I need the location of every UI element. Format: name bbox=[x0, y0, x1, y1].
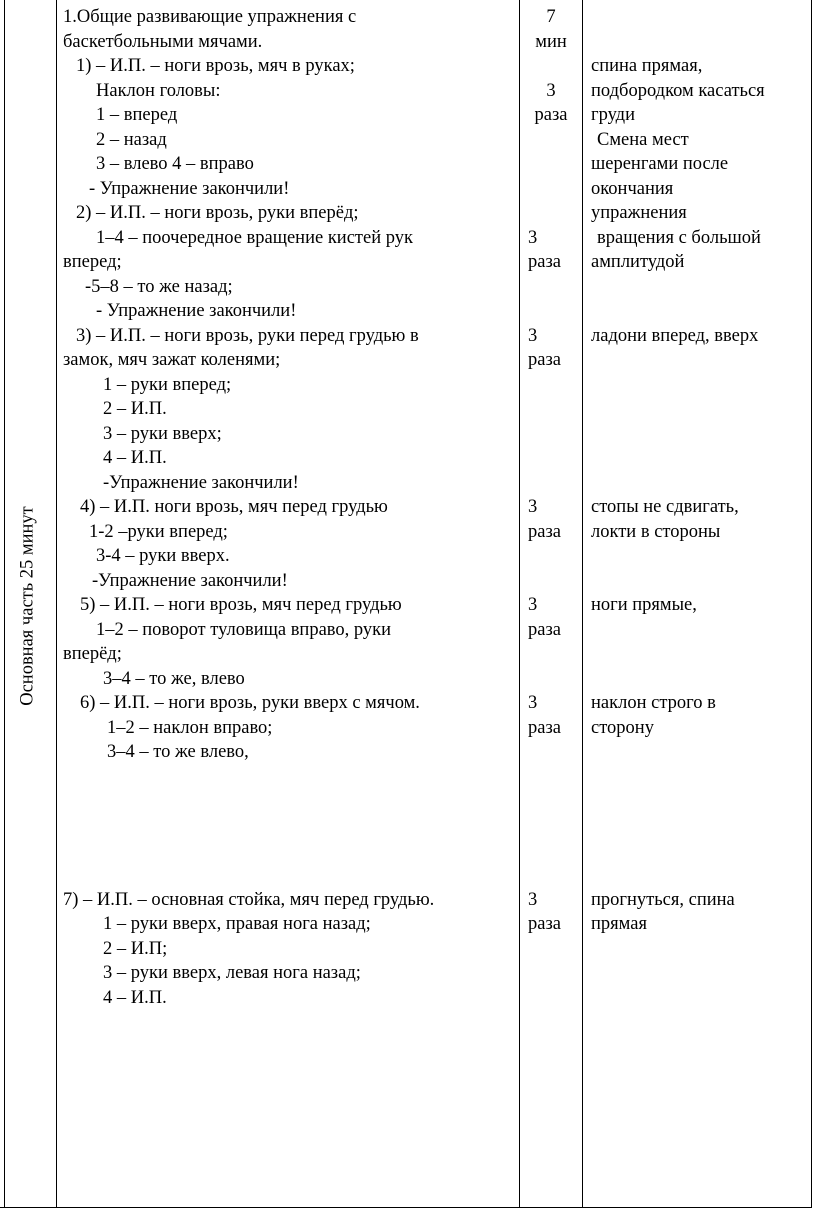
dosage-unit: раза bbox=[528, 914, 561, 934]
exercise-line: 3 – влево 4 – вправо bbox=[96, 154, 254, 174]
dosage-unit: раза bbox=[528, 620, 561, 640]
note-line: вращения с большой bbox=[597, 228, 761, 248]
note-line: спина прямая, bbox=[591, 56, 703, 76]
exercise-line: 2 – И.П; bbox=[103, 939, 168, 959]
note-line: подбородком касаться bbox=[591, 81, 765, 101]
dosage-unit: раза bbox=[528, 718, 561, 738]
exercise-line: 1 – руки вперед; bbox=[103, 375, 232, 395]
note-line: прогнуться, спина bbox=[591, 890, 735, 910]
note-line: ладони вперед, вверх bbox=[591, 326, 759, 346]
table-border-left bbox=[4, 0, 5, 1208]
column-divider bbox=[582, 0, 583, 1208]
exercise-line: - Упражнение закончили! bbox=[96, 301, 297, 321]
exercise-line: 5) – И.П. – ноги врозь, мяч перед грудью bbox=[80, 595, 402, 615]
exercise-line: 1) – И.П. – ноги врозь, мяч в руках; bbox=[76, 56, 355, 76]
exercise-line: 1 – руки вверх, правая нога назад; bbox=[103, 914, 371, 934]
exercise-line: замок, мяч зажат коленями; bbox=[63, 350, 281, 370]
exercise-line: 3 – руки вверх, левая нога назад; bbox=[103, 963, 361, 983]
exercise-line: -Упражнение закончили! bbox=[92, 571, 288, 591]
exercise-line: 3) – И.П. – ноги врозь, руки перед грудью в bbox=[76, 326, 419, 346]
note-line: шеренгами после bbox=[591, 154, 729, 174]
dosage-value: 3 bbox=[528, 595, 538, 615]
exercise-line: 1–2 – поворот туловища вправо, руки bbox=[96, 620, 392, 640]
dosage-unit: раза bbox=[534, 105, 568, 125]
exercise-line: - Упражнение закончили! bbox=[89, 179, 290, 199]
dosage-value: 3 bbox=[546, 81, 556, 101]
note-line: стопы не сдвигать, bbox=[591, 497, 739, 517]
exercise-line: 6) – И.П. – ноги врозь, руки вверх с мячом. bbox=[80, 693, 420, 713]
dosage-value: 3 bbox=[528, 693, 538, 713]
exercise-line: вперед; bbox=[63, 252, 122, 272]
dosage-unit: мин bbox=[535, 32, 567, 52]
note-line: амплитудой bbox=[591, 252, 685, 272]
note-line: упражнения bbox=[591, 203, 687, 223]
dosage-value: 3 bbox=[528, 228, 538, 248]
exercise-line: 4 – И.П. bbox=[103, 988, 167, 1008]
note-line: Смена мест bbox=[597, 130, 689, 150]
exercise-line: 3-4 – руки вверх. bbox=[96, 546, 230, 566]
exercise-line: -Упражнение закончили! bbox=[103, 473, 299, 493]
dosage-unit: раза bbox=[528, 252, 561, 272]
exercise-line: 3–4 – то же влево, bbox=[107, 742, 249, 762]
dosage-value: 7 bbox=[546, 7, 556, 27]
exercise-line: 1-2 –руки вперед; bbox=[89, 522, 228, 542]
exercise-line: Наклон головы: bbox=[96, 81, 221, 101]
note-line: локти в стороны bbox=[591, 522, 721, 542]
exercise-line: 3–4 – то же, влево bbox=[103, 669, 245, 689]
dosage-value: 3 bbox=[528, 497, 538, 517]
dosage-value: 3 bbox=[528, 890, 538, 910]
exercise-line: 1–2 – наклон вправо; bbox=[107, 718, 273, 738]
exercise-line: 3 – руки вверх; bbox=[103, 424, 222, 444]
exercise-line: -5–8 – то же назад; bbox=[85, 277, 233, 297]
exercise-line: 1 – вперед bbox=[96, 105, 178, 125]
table-border-right bbox=[811, 0, 812, 1208]
note-line: наклон строго в bbox=[591, 693, 716, 713]
exercise-line: 7) – И.П. – основная стойка, мяч перед грудью. bbox=[63, 890, 435, 910]
table-border-bottom bbox=[0, 1207, 812, 1208]
exercise-line: 2 – назад bbox=[96, 130, 167, 150]
exercise-line: 1–4 – поочередное вращение кистей рук bbox=[96, 228, 413, 248]
exercise-line: 4 – И.П. bbox=[103, 448, 167, 468]
exercise-line: 1.Общие развивающие упражнения с bbox=[63, 7, 357, 27]
note-line: груди bbox=[591, 105, 635, 125]
exercise-line: баскетбольными мячами. bbox=[63, 32, 263, 52]
dosage-value: 3 bbox=[528, 326, 538, 346]
note-line: прямая bbox=[591, 914, 647, 934]
exercise-line: 2 – И.П. bbox=[103, 399, 167, 419]
note-line: сторону bbox=[591, 718, 654, 738]
exercise-line: вперёд; bbox=[63, 644, 122, 664]
section-label: Основная часть 25 минут bbox=[17, 506, 38, 706]
column-divider bbox=[519, 0, 520, 1208]
dosage-unit: раза bbox=[528, 522, 561, 542]
column-divider bbox=[56, 0, 57, 1208]
note-line: окончания bbox=[591, 179, 674, 199]
dosage-unit: раза bbox=[528, 350, 561, 370]
exercise-line: 4) – И.П. ноги врозь, мяч перед грудью bbox=[80, 497, 388, 517]
exercise-line: 2) – И.П. – ноги врозь, руки вперёд; bbox=[76, 203, 359, 223]
note-line: ноги прямые, bbox=[591, 595, 697, 615]
